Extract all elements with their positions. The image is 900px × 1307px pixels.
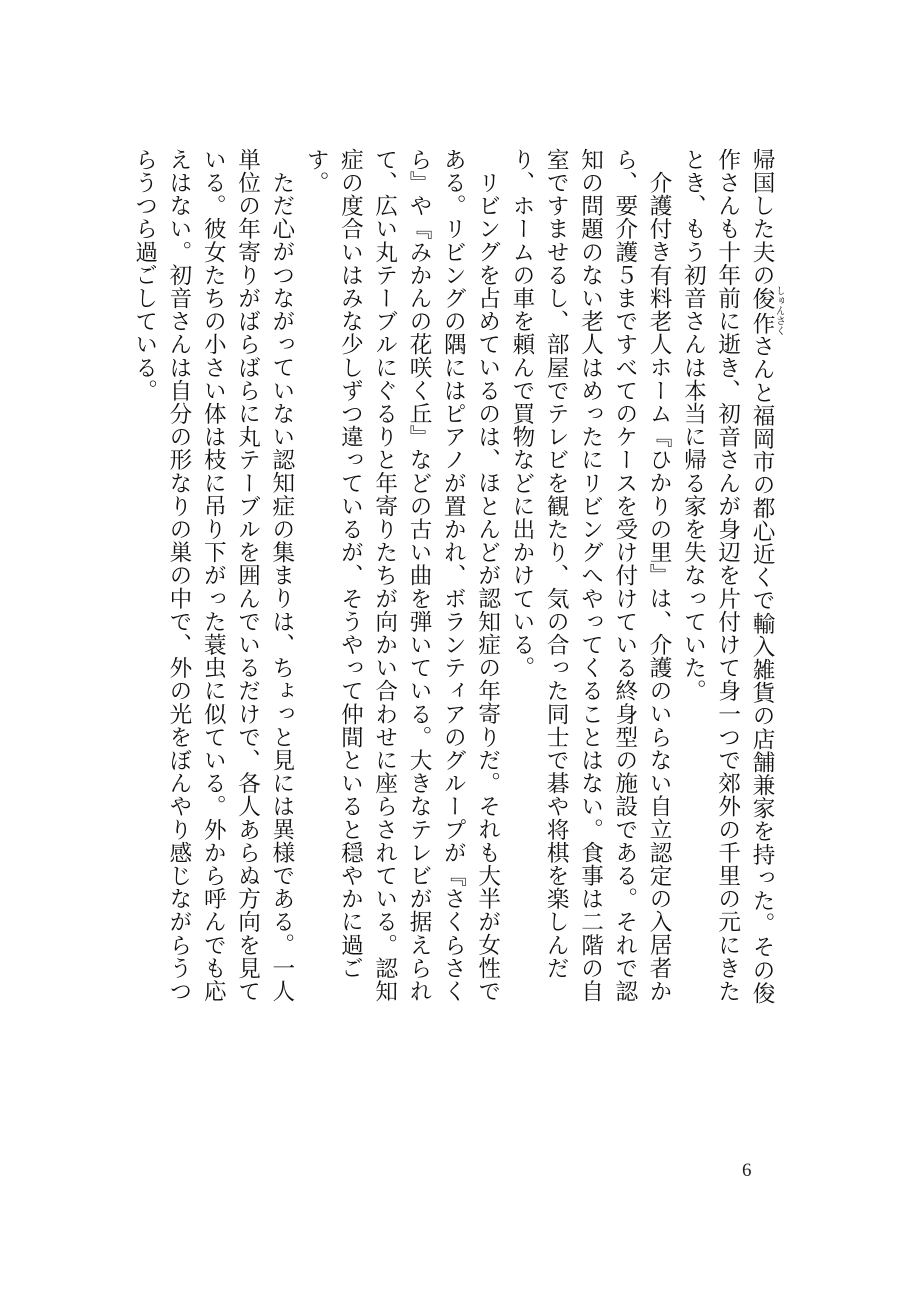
page-number: 6 (742, 1160, 752, 1181)
paragraph-3: リビングを占めているのは、ほとんどが認知症の年寄りだ。それも大半が女性である。リビングの隅にはピアノが置かれ、ボランティアのグループが『さくらさくら』や『みかんの花咲く丘』などの古い曲を弾いている。大きなテレビが据えられて、広い丸テーブルにぐるりと年寄りたちが向かい合わせに座らされている。認知症の度合いはみな少しずつ違っているが、そうやって仲間といると穏やかに過ごす。 (303, 148, 501, 1003)
ruby-base: 俊作 (749, 285, 775, 336)
ruby-reading: しゅんさく (773, 285, 784, 336)
furigana-shunsaku (749, 285, 784, 336)
paragraph-2: 介護付き有料老人ホーム『ひかりの里』は、介護のいらない自立認定の入居者から、要介護５まですべてのケースを受け付けている終身型の施設である。それで認知の問題のない老人はめったにリビングへやってくることはない。食事は二階の自室ですませるし、部屋でテレビを観たり、気の合った同士で碁や将棋を楽しんだり、ホームの車を頼んで買物などに出かけている。 (508, 148, 673, 1003)
paragraph-1-before: 帰国した夫の (749, 148, 775, 287)
paragraph-1-after: さんと福岡市の都心近くで輸入雑貨の店舗兼家を持った。その俊作さんも十年前に逝き、初音さんが身辺を片付けて身一つで郊外の千里の元にきたとき、もう初音さんは本当に帰る家を失なっていた。 (680, 148, 775, 1005)
paragraph-4: ただ心がつながっていない認知症の集まりは、ちょっと見には異様である。一人単位の年寄りがばらばらに丸テーブルを囲んでいるだけで、各人あらぬ方向を見ている。彼女たちの小さい体は枝に吊り下がった蓑虫に似ている。外から呼んでも応えはない。初音さんは自分の形なりの巣の中で、外の光をぼんやり感じながらうつらうつら過ごしている。 (131, 148, 295, 1003)
vertical-text-body (118, 148, 784, 1008)
paragraph-1 (676, 148, 784, 1008)
